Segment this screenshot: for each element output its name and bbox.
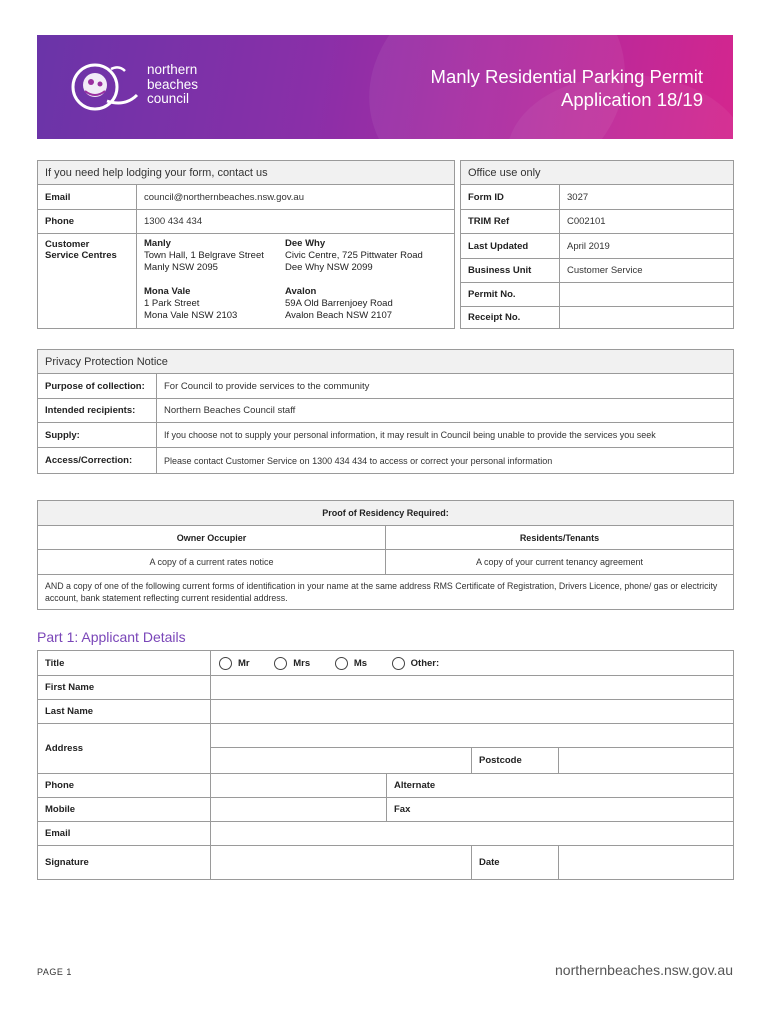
first-name-field[interactable] — [211, 676, 734, 700]
title-options — [211, 651, 734, 676]
office-label: Receipt No. — [461, 307, 560, 329]
last-name-label: Last Name — [38, 700, 211, 724]
council-logo-icon — [67, 57, 142, 117]
privacy-label: Supply: — [38, 423, 157, 448]
centres-label-line: Service Centres — [45, 250, 117, 261]
centre-dee-why — [285, 238, 423, 274]
alternate-label: Alternate — [387, 774, 734, 798]
email-field[interactable] — [211, 822, 734, 846]
logo-text — [147, 63, 198, 107]
tenants-requirement: A copy of your current tenancy agreement — [386, 550, 734, 575]
privacy-value: If you choose not to supply your personal information, it may result in Council being unable to provide the services you seek — [157, 423, 734, 448]
signature-label: Signature — [38, 846, 211, 880]
office-label: Last Updated — [461, 234, 560, 259]
residency-heading: Proof of Residency Required: — [38, 501, 734, 526]
title-option-other[interactable] — [392, 657, 440, 670]
contact-heading: If you need help lodging your form, contact us — [38, 161, 455, 185]
part1-title: Part 1: Applicant Details — [37, 629, 186, 645]
phone-value[interactable]: 1300 434 434 — [137, 210, 455, 234]
phone-label: Phone — [38, 774, 211, 798]
page-number: PAGE 1 — [37, 967, 72, 977]
form-title-line1: Manly Residential Parking Permit — [430, 66, 703, 87]
applicant-details-table — [37, 650, 734, 880]
contact-table — [37, 160, 455, 329]
date-field[interactable] — [559, 846, 734, 880]
office-label: Permit No. — [461, 283, 560, 307]
phone-field[interactable] — [211, 774, 387, 798]
mobile-field[interactable] — [211, 798, 387, 822]
centre-line: Avalon Beach NSW 2107 — [285, 310, 393, 321]
office-label: Business Unit — [461, 259, 560, 283]
owner-occupier-heading: Owner Occupier — [38, 526, 386, 550]
form-title — [431, 65, 703, 111]
office-heading: Office use only — [461, 161, 734, 185]
privacy-value: Northern Beaches Council staff — [157, 399, 734, 423]
address-field-line2[interactable] — [211, 748, 472, 774]
privacy-label: Intended recipients: — [38, 399, 157, 423]
logo-line: council — [147, 91, 190, 106]
mobile-label: Mobile — [38, 798, 211, 822]
office-value: C002101 — [560, 210, 734, 234]
radio-label: Other: — [410, 657, 440, 669]
office-value: 3027 — [560, 185, 734, 210]
centre-name: Avalon — [285, 286, 317, 297]
centre-manly — [144, 238, 285, 274]
radio-label: Mr — [238, 657, 250, 669]
logo-line: beaches — [147, 76, 199, 92]
centres-label — [38, 234, 137, 329]
postcode-label: Postcode — [472, 748, 559, 774]
title-option-mrs[interactable] — [274, 657, 310, 670]
office-label: Form ID — [461, 185, 560, 210]
address-field-line1[interactable] — [211, 724, 734, 748]
privacy-value: For Council to provide services to the community — [157, 374, 734, 399]
centre-line: Dee Why NSW 2099 — [285, 262, 373, 273]
email-value[interactable]: council@northernbeaches.nsw.gov.au — [137, 185, 455, 210]
last-name-field[interactable] — [211, 700, 734, 724]
centre-line: 59A Old Barrenjoey Road — [285, 298, 393, 309]
title-option-ms[interactable] — [335, 657, 367, 670]
owner-occupier-requirement: A copy of a current rates notice — [38, 550, 386, 575]
centre-avalon — [285, 286, 393, 322]
title-label: Title — [38, 651, 211, 676]
permit-no-field[interactable] — [560, 283, 734, 307]
centres-label-line: Customer — [45, 239, 90, 250]
radio-label: Mrs — [293, 657, 311, 669]
residency-table — [37, 500, 734, 610]
office-value: Customer Service — [560, 259, 734, 283]
centre-line: Town Hall, 1 Belgrave Street — [144, 250, 264, 261]
centre-line: Mona Vale NSW 2103 — [144, 310, 238, 321]
centre-line: 1 Park Street — [144, 298, 200, 309]
office-use-table — [460, 160, 734, 329]
radio-icon[interactable] — [392, 657, 405, 670]
identification-note: AND a copy of one of the following current forms of identification in your name at the same address RMS Certificate of Registration, Drivers Licence, phone/ gas or electricity account, bank statement reflecting current residential address. — [38, 575, 734, 610]
form-title-line2: Application 18/19 — [561, 89, 703, 110]
centre-mona-vale — [144, 286, 285, 322]
centre-line: Manly NSW 2095 — [144, 262, 218, 273]
tenants-heading: Residents/Tenants — [386, 526, 734, 550]
phone-label: Phone — [38, 210, 137, 234]
logo-line: northern — [147, 62, 198, 77]
centres-list — [137, 234, 455, 329]
email-label: Email — [38, 822, 211, 846]
website-link[interactable]: northernbeaches.nsw.gov.au — [555, 962, 733, 978]
date-label: Date — [472, 846, 559, 880]
centre-line: Civic Centre, 725 Pittwater Road — [285, 250, 423, 261]
receipt-no-field[interactable] — [560, 307, 734, 329]
centre-name: Dee Why — [285, 238, 326, 249]
office-label: TRIM Ref — [461, 210, 560, 234]
office-value: April 2019 — [560, 234, 734, 259]
header-banner — [37, 35, 733, 139]
radio-icon[interactable] — [274, 657, 287, 670]
centre-name: Manly — [144, 238, 171, 249]
privacy-label: Purpose of collection: — [38, 374, 157, 399]
privacy-label: Access/Correction: — [38, 448, 157, 474]
radio-icon[interactable] — [335, 657, 348, 670]
radio-label: Ms — [353, 657, 368, 669]
title-option-mr[interactable] — [219, 657, 250, 670]
radio-icon[interactable] — [219, 657, 232, 670]
centre-name: Mona Vale — [144, 286, 191, 297]
privacy-heading: Privacy Protection Notice — [38, 350, 734, 374]
address-label: Address — [38, 724, 211, 774]
signature-field[interactable] — [211, 846, 472, 880]
privacy-value: Please contact Customer Service on 1300 434 434 to access or correct your personal information — [157, 448, 734, 474]
first-name-label: First Name — [38, 676, 211, 700]
privacy-table — [37, 349, 734, 474]
fax-label: Fax — [387, 798, 734, 822]
email-label: Email — [38, 185, 137, 210]
postcode-field[interactable] — [559, 748, 734, 774]
